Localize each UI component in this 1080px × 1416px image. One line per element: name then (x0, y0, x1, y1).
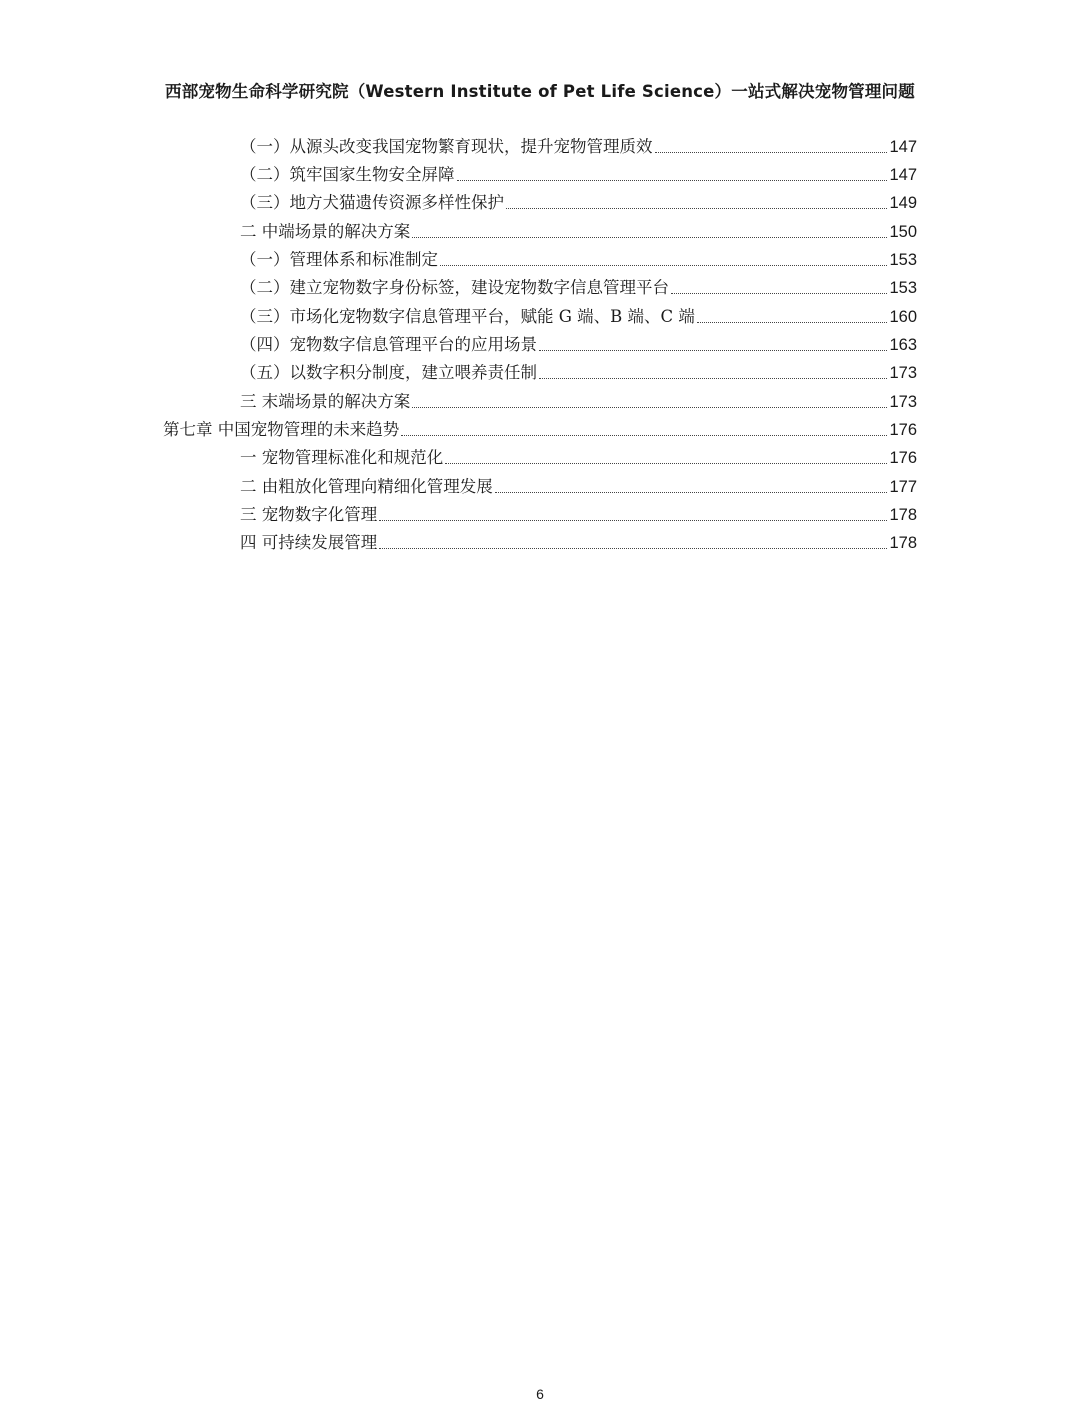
toc-entry-page: 173 (889, 393, 917, 411)
dot-leader (401, 435, 887, 436)
toc-entry-page: 178 (889, 506, 917, 524)
toc-entry[interactable] (240, 186, 917, 214)
toc-entry-page: 176 (889, 449, 917, 467)
toc-entry-page: 147 (889, 166, 917, 184)
dot-leader (440, 265, 887, 266)
dot-leader (671, 293, 887, 294)
dot-leader (457, 180, 888, 181)
toc-entry[interactable] (240, 356, 917, 384)
toc-entry-page: 178 (889, 534, 917, 552)
toc-entry-label: （二）筑牢国家生物安全屏障 (240, 165, 455, 184)
dot-leader (506, 208, 887, 209)
toc-entry[interactable] (240, 441, 917, 469)
toc-entry[interactable] (240, 328, 917, 356)
dot-leader (539, 350, 887, 351)
toc-entry[interactable] (240, 243, 917, 271)
toc-entry-label: （一）管理体系和标准制定 (240, 250, 438, 269)
page-number: 6 (536, 1386, 544, 1402)
toc-entry[interactable] (240, 526, 917, 554)
toc-entry[interactable] (240, 215, 917, 243)
toc-entry-label: （二）建立宠物数字身份标签，建设宠物数字信息管理平台 (240, 278, 669, 297)
dot-leader (379, 520, 887, 521)
dot-leader (539, 378, 887, 379)
toc-entry-label: （三）市场化宠物数字信息管理平台，赋能 G 端、B 端、C 端 (240, 307, 695, 326)
toc-entry-page: 173 (889, 364, 917, 382)
toc-entry-label: （三）地方犬猫遗传资源多样性保护 (240, 193, 504, 212)
toc-entry-label: 一 宠物管理标准化和规范化 (240, 448, 444, 467)
dot-leader (655, 152, 888, 153)
toc-entry-label: （四）宠物数字信息管理平台的应用场景 (240, 335, 537, 354)
toc-entry[interactable] (240, 271, 917, 299)
toc-entry[interactable] (240, 470, 917, 498)
dot-leader (445, 463, 887, 464)
toc-entry-page: 149 (889, 194, 917, 212)
toc-entry-label: 二 中端场景的解决方案 (240, 222, 411, 241)
toc-entry-page: 153 (889, 279, 917, 297)
toc-entry[interactable] (240, 158, 917, 186)
dot-leader (379, 548, 887, 549)
toc-entry-page: 160 (889, 308, 917, 326)
toc-entry-page: 176 (889, 421, 917, 439)
dot-leader (412, 407, 887, 408)
dot-leader (495, 492, 888, 493)
toc-chapter-entry[interactable] (163, 413, 917, 441)
toc-entry-page: 163 (889, 336, 917, 354)
toc-entry-label: （五）以数字积分制度，建立喂养责任制 (240, 363, 537, 382)
toc-entry[interactable] (240, 385, 917, 413)
toc-entry-label: 三 末端场景的解决方案 (240, 392, 411, 411)
toc-entry-label: （一）从源头改变我国宠物繁育现状，提升宠物管理质效 (240, 137, 653, 156)
toc-entry-page: 153 (889, 251, 917, 269)
toc-entry-label: 二 由粗放化管理向精细化管理发展 (240, 477, 493, 496)
toc-entry-page: 147 (889, 138, 917, 156)
dot-leader (412, 237, 887, 238)
toc-entry[interactable] (240, 130, 917, 158)
toc-entry-page: 150 (889, 223, 917, 241)
toc-entry[interactable] (240, 498, 917, 526)
page-header-title: 西部宠物生命科学研究院（Western Institute of Pet Life Science）一站式解决宠物管理问题 (165, 82, 915, 101)
toc-entry-page: 177 (889, 478, 917, 496)
toc-entry[interactable] (240, 300, 917, 328)
toc-entry-label: 第七章 中国宠物管理的未来趋势 (163, 420, 400, 439)
toc-entry-label: 四 可持续发展管理 (240, 533, 378, 552)
dot-leader (697, 322, 888, 323)
toc-entry-label: 三 宠物数字化管理 (240, 505, 378, 524)
